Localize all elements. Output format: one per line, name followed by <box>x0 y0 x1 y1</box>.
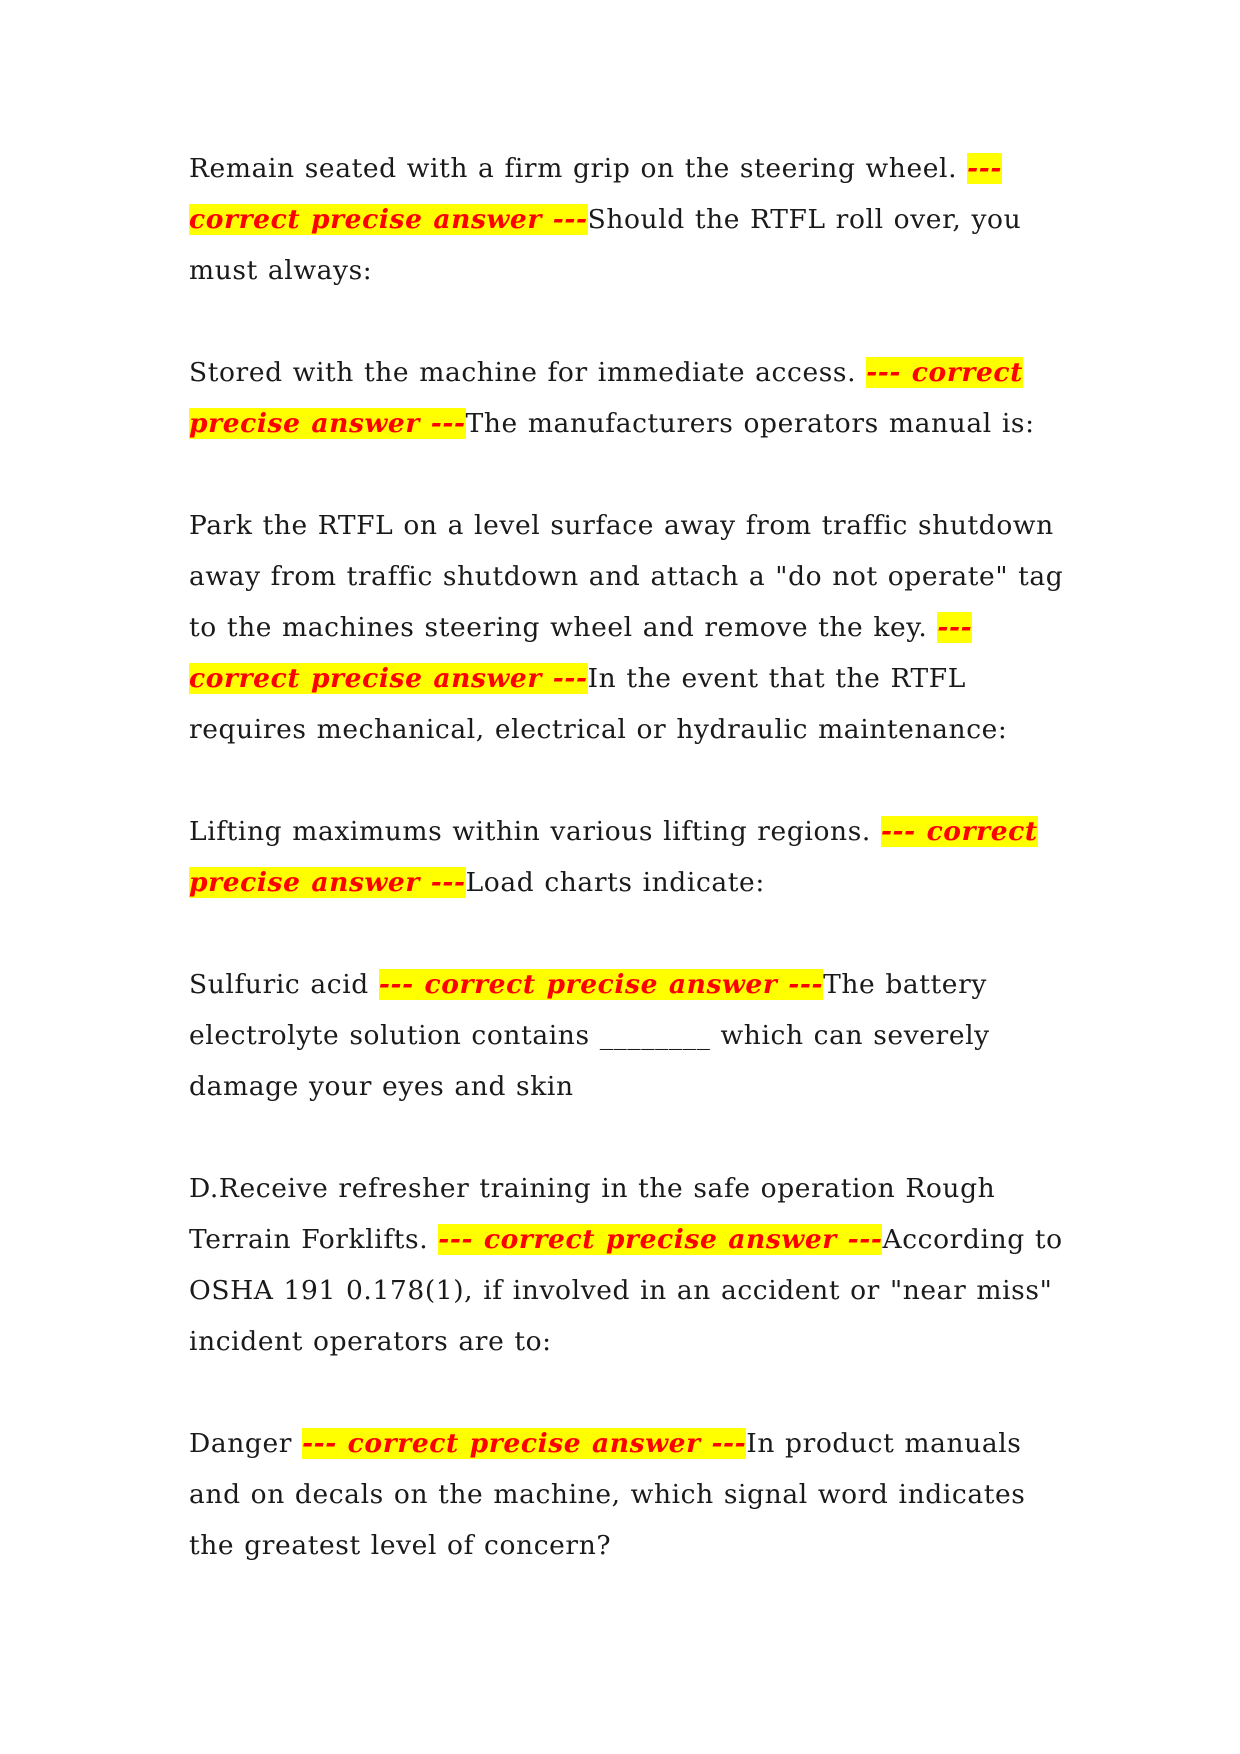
answer-text: Lifting maximums within various lifting regions. <box>189 816 881 847</box>
qa-entry <box>189 143 1069 296</box>
question-text: Should the RTFL roll over, you must always: <box>189 204 1022 286</box>
answer-text: Park the RTFL on a level surface away from traffic shutdown away from traffic shutdown and attach a "do not operate" tag to the machines steering wheel and remove the key. <box>189 510 1064 643</box>
question-text: In product manuals and on decals on the machine, which signal word indicates the greatest level of concern? <box>189 1428 1026 1561</box>
qa-entry <box>189 1418 1069 1571</box>
answer-marker: --- correct precise answer --- <box>189 816 1038 898</box>
answer-marker: --- correct precise answer --- <box>189 153 1002 235</box>
qa-entry <box>189 959 1069 1112</box>
question-text: The manufacturers operators manual is: <box>465 408 1035 439</box>
question-text: In the event that the RTFL requires mechanical, electrical or hydraulic maintenance: <box>189 663 1008 745</box>
question-text: Load charts indicate: <box>465 867 765 898</box>
answer-text: Danger <box>189 1428 303 1459</box>
qa-entry <box>189 1163 1069 1367</box>
answer-text: Remain seated with a firm grip on the steering wheel. <box>189 153 968 184</box>
answer-text: D.Receive refresher training in the safe operation Rough Terrain Forklifts. <box>189 1173 996 1255</box>
answer-text: Sulfuric acid <box>189 969 379 1000</box>
qa-entry <box>189 347 1069 449</box>
question-text: According to OSHA 191 0.178(1), if involved in an accident or "near miss" incident operators are to: <box>189 1224 1063 1357</box>
answer-marker: --- correct precise answer --- <box>438 1224 883 1255</box>
qa-entry <box>189 500 1069 755</box>
qa-entry <box>189 806 1069 908</box>
question-text: The battery electrolyte solution contains ________ which can severely damage your eyes and skin <box>189 969 990 1102</box>
answer-text: Stored with the machine for immediate access. <box>189 357 867 388</box>
answer-marker: --- correct precise answer --- <box>302 1428 747 1459</box>
qa-list <box>189 143 1069 1622</box>
answer-marker: --- correct precise answer --- <box>189 357 1023 439</box>
answer-marker: --- correct precise answer --- <box>378 969 824 1000</box>
answer-marker: --- correct precise answer --- <box>189 612 973 694</box>
